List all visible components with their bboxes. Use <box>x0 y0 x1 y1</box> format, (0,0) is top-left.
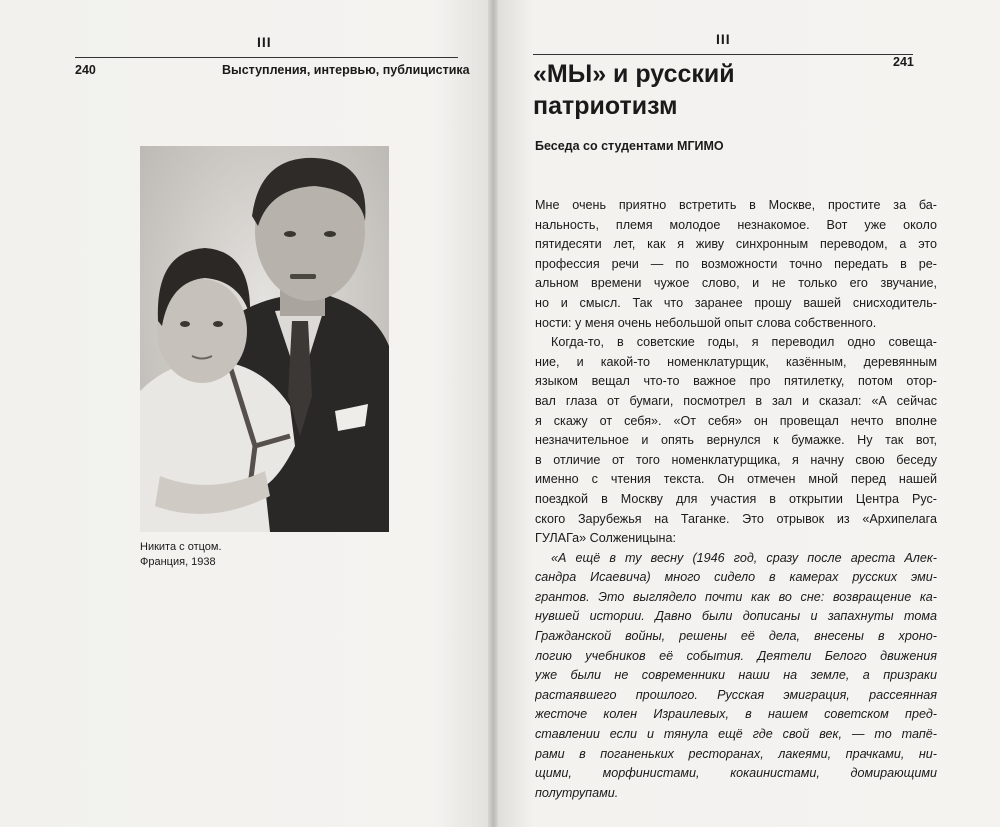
text-line: пятидесяти лет, как я живу синхронным переводом, а это <box>535 237 937 252</box>
left-running-head: Выступления, интервью, публицистика <box>222 63 470 77</box>
paragraph <box>535 196 937 333</box>
text-line: поездкой в Москву для участия в открытии Центра Рус- <box>535 491 937 506</box>
article-title <box>533 58 833 122</box>
paragraph <box>535 333 937 549</box>
text-line: «А ещё в ту весну (1946 год, сразу после ареста Алек- <box>551 550 937 565</box>
text-line: грантов. Это выглядело почти как во сне: возвращение ка- <box>535 589 937 604</box>
text-line: ского Зарубежья на Таганке. Это отрывок из «Архипелага <box>535 511 937 526</box>
left-page-number: 240 <box>75 63 96 77</box>
left-section-mark: III <box>257 34 272 50</box>
text-line: профессия речи — по возможности точно передать в ре- <box>535 256 937 271</box>
text-line: жесточе колен Израилевых, в нашем советском пред- <box>535 707 937 722</box>
text-line: полутрупами. <box>535 785 619 800</box>
caption-line-1: Никита с отцом. <box>140 541 222 553</box>
left-page <box>0 0 493 827</box>
text-line: ГУЛАГа» Солженицына: <box>535 531 676 546</box>
portrait-photo <box>140 146 389 532</box>
right-page-number: 241 <box>893 55 914 69</box>
text-line: ности: у меня очень небольшой опыт слова собственного. <box>535 315 877 330</box>
text-line: растаявшего прошлого. Русская эмиграция, рассеянная <box>535 687 937 702</box>
text-line: сандра Исаевича) много сидело в камерах русских эми- <box>535 570 937 585</box>
paragraph <box>535 549 937 804</box>
portrait-photo-icon <box>140 146 389 532</box>
text-line: но и смысл. Так что заранее прошу вашей снисходитель- <box>535 295 937 310</box>
text-line: именно с чтения текста. Он отмечен мной перед нашей <box>535 472 937 487</box>
text-line: альном времени чужое слово, и не только его звучание, <box>535 276 937 291</box>
title-line-2: патриотизм <box>533 92 678 120</box>
photo-caption <box>140 540 222 570</box>
caption-line-2: Франция, 1938 <box>140 556 216 568</box>
left-header-rule <box>75 57 458 58</box>
text-line: я скажу от себя». «От себя» он провещал нечто вполне <box>535 413 937 428</box>
text-line: логию учебников её события. Деятели Белого движения <box>535 648 937 663</box>
article-subtitle: Беседа со студентами МГИМО <box>535 139 724 153</box>
text-line: незначительное и опять вернулся к бумажке. Ну так вот, <box>535 433 937 448</box>
text-line: в отличие от того номенклатурщика, я начну свою беседу <box>535 452 937 467</box>
book-gutter <box>488 0 498 827</box>
text-line: нувшей истории. Давно были дописаны и запахнуты тома <box>535 609 937 624</box>
text-line: Когда-то, в советские годы, я переводил одно совеща- <box>551 335 937 350</box>
text-line: уже были не современники наши на земле, а призраки <box>535 668 937 683</box>
right-section-mark: III <box>716 31 731 47</box>
text-line: нальность, племя молодое незнакомое. Вот уже около <box>535 217 937 232</box>
text-line: щими, морфинистами, кокаинистами, домирающими <box>535 766 937 781</box>
text-line: ние, и какой-то номенклатурщик, казённым, деревянным <box>535 354 937 369</box>
text-line: языком вещал что-то важное про пятилетку, потом отор- <box>535 374 937 389</box>
article-body <box>535 196 937 803</box>
text-line: ставлении если и тянула ещё где свой век, — то тапё- <box>535 727 937 742</box>
title-line-1: «МЫ» и русский <box>533 60 735 88</box>
text-line: вал глаза от бумаги, посмотрел в зал и сказал: «А сейчас <box>535 393 937 408</box>
text-line: Мне очень приятно встретить в Москве, простите за ба- <box>535 198 937 212</box>
text-line: Гражданской войны, решены её дела, внесены в хроно- <box>535 629 937 644</box>
right-header-rule <box>533 54 913 55</box>
text-line: рами в поганеньких ресторанах, лакеями, прачками, ни- <box>535 746 937 761</box>
